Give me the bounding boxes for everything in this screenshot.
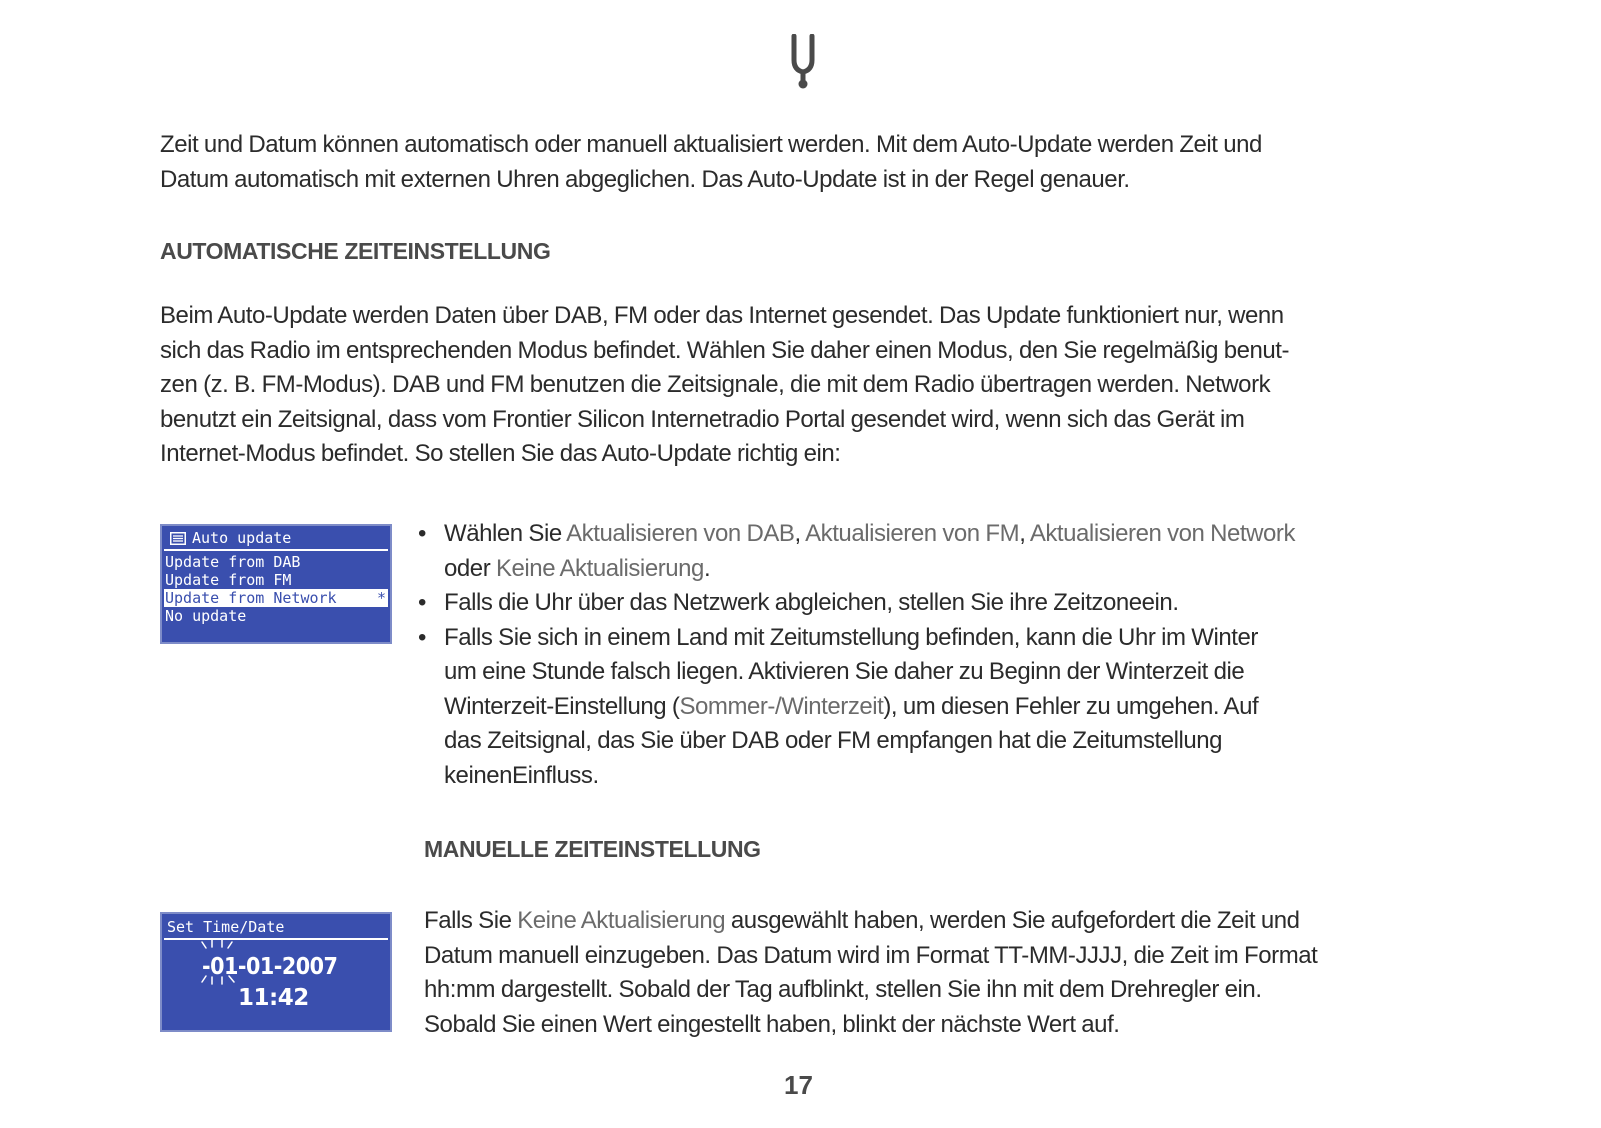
manual-paragraph: [424, 904, 1317, 1042]
manual-line: [424, 904, 1317, 939]
list-item: [418, 586, 1295, 621]
text-run: ausgewählt haben, werden Sie aufgefordert die Zeit und: [725, 907, 1300, 934]
auto-line: benutzt ein Zeitsignal, dass vom Frontier Silicon Internetradio Portal gesendet wird, wenn sich das Gerät im: [160, 405, 1245, 433]
lcd-divider: [164, 549, 388, 551]
auto-line: zen (z. B. FM-Modus). DAB und FM benutzen die Zeitsignale, die mit dem Radio übertragen werden. Network: [160, 371, 1271, 398]
lcd-date-value: -01-01-2007: [202, 954, 338, 980]
lcd-menu-item-label: Update from Network: [165, 589, 337, 607]
option-name: Keine Aktualisierung: [495, 554, 704, 582]
text-run: ,: [794, 520, 806, 547]
option-name: Aktualisieren von DAB: [566, 520, 795, 547]
auto-line: Beim Auto-Update werden Daten über DAB, FM oder das Internet gesendet. Das Update funktioniert nur, wenn: [160, 302, 1284, 329]
option-name: Aktualisieren von FM: [805, 520, 1020, 547]
lcd-title-text: Auto update: [192, 529, 292, 547]
bullet-marker: •: [418, 589, 426, 616]
tuning-fork-logo-icon: [788, 34, 818, 90]
manual-line: Sobald Sie einen Wert eingestellt haben, blinkt der nächste Wert auf.: [424, 1010, 1120, 1038]
intro-paragraph: [160, 128, 1262, 197]
lcd-time-value: 11:42: [238, 985, 309, 1011]
text-run: .: [703, 554, 711, 582]
text-run: Falls Sie: [424, 907, 518, 934]
page-number: 17: [784, 1070, 813, 1100]
manual-line: hh:mm dargestellt. Sobald der Tag aufblinkt, stellen Sie ihn mit dem Drehregler ein.: [424, 976, 1262, 1003]
lcd-menu-item: No update: [165, 607, 247, 625]
intro-line: Datum automatisch mit externen Uhren abgeglichen. Das Auto-Update ist in der Regel genauer.: [160, 165, 1130, 193]
option-name: Keine Aktualisierung: [517, 907, 726, 934]
menu-list-icon: [170, 532, 186, 545]
intro-line: Zeit und Datum können automatisch oder manuell aktualisiert werden. Mit dem Auto-Update werden Zeit und: [160, 131, 1262, 158]
bullet-marker: •: [418, 623, 426, 651]
text-run: ), um diesen Fehler zu umgehen. Auf: [883, 692, 1259, 720]
text-run: Winterzeit-Einstellung (: [444, 692, 680, 720]
text-run: oder: [444, 554, 496, 582]
text-run: ,: [1019, 520, 1030, 547]
lcd-title: [170, 529, 291, 547]
lcd-set-time-screen: [160, 912, 392, 1032]
instruction-list: [418, 517, 1295, 793]
selected-star-icon: *: [376, 589, 386, 607]
section-heading-manual: MANUELLE ZEITEINSTELLUNG: [424, 836, 761, 862]
lcd-menu-item: Update from DAB: [165, 553, 301, 571]
list-item: [418, 517, 1295, 586]
auto-line: sich das Radio im entsprechenden Modus befindet. Wählen Sie daher einen Modus, den Sie regelmäßig benut-: [160, 336, 1290, 364]
text-run: das Zeitsignal, das Sie über DAB oder FM empfangen hat die Zeitumstellung: [444, 727, 1223, 754]
text-run: Wählen Sie: [444, 520, 567, 547]
section-heading-auto: AUTOMATISCHE ZEITEINSTELLUNG: [160, 238, 551, 264]
list-item: [418, 621, 1295, 794]
auto-paragraph: [160, 299, 1289, 472]
bullet-marker: •: [418, 520, 426, 547]
lcd-auto-update-screen: [160, 524, 392, 644]
option-name: Aktualisieren von Network: [1029, 520, 1296, 547]
lcd-title-text: Set Time/Date: [167, 918, 285, 936]
text-run: keinenEinfluss.: [444, 761, 599, 789]
auto-line: Internet-Modus befindet. So stellen Sie das Auto-Update richtig ein:: [160, 440, 841, 467]
lcd-menu-item-selected: [164, 589, 388, 607]
option-name: Sommer-/Winterzeit: [679, 692, 884, 720]
text-run: Falls Sie sich in einem Land mit Zeitumstellung befinden, kann die Uhr im Winter: [444, 623, 1258, 651]
text-run: um eine Stunde falsch liegen. Aktivieren Sie daher zu Beginn der Winterzeit die: [444, 658, 1245, 685]
text-run: Falls die Uhr über das Netzwerk abgleichen, stellen Sie ihre Zeitzoneein.: [444, 589, 1179, 616]
manual-line: Datum manuell einzugeben. Das Datum wird im Format TT-MM-JJJJ, die Zeit im Format: [424, 941, 1318, 969]
lcd-menu-item: Update from FM: [165, 571, 292, 589]
